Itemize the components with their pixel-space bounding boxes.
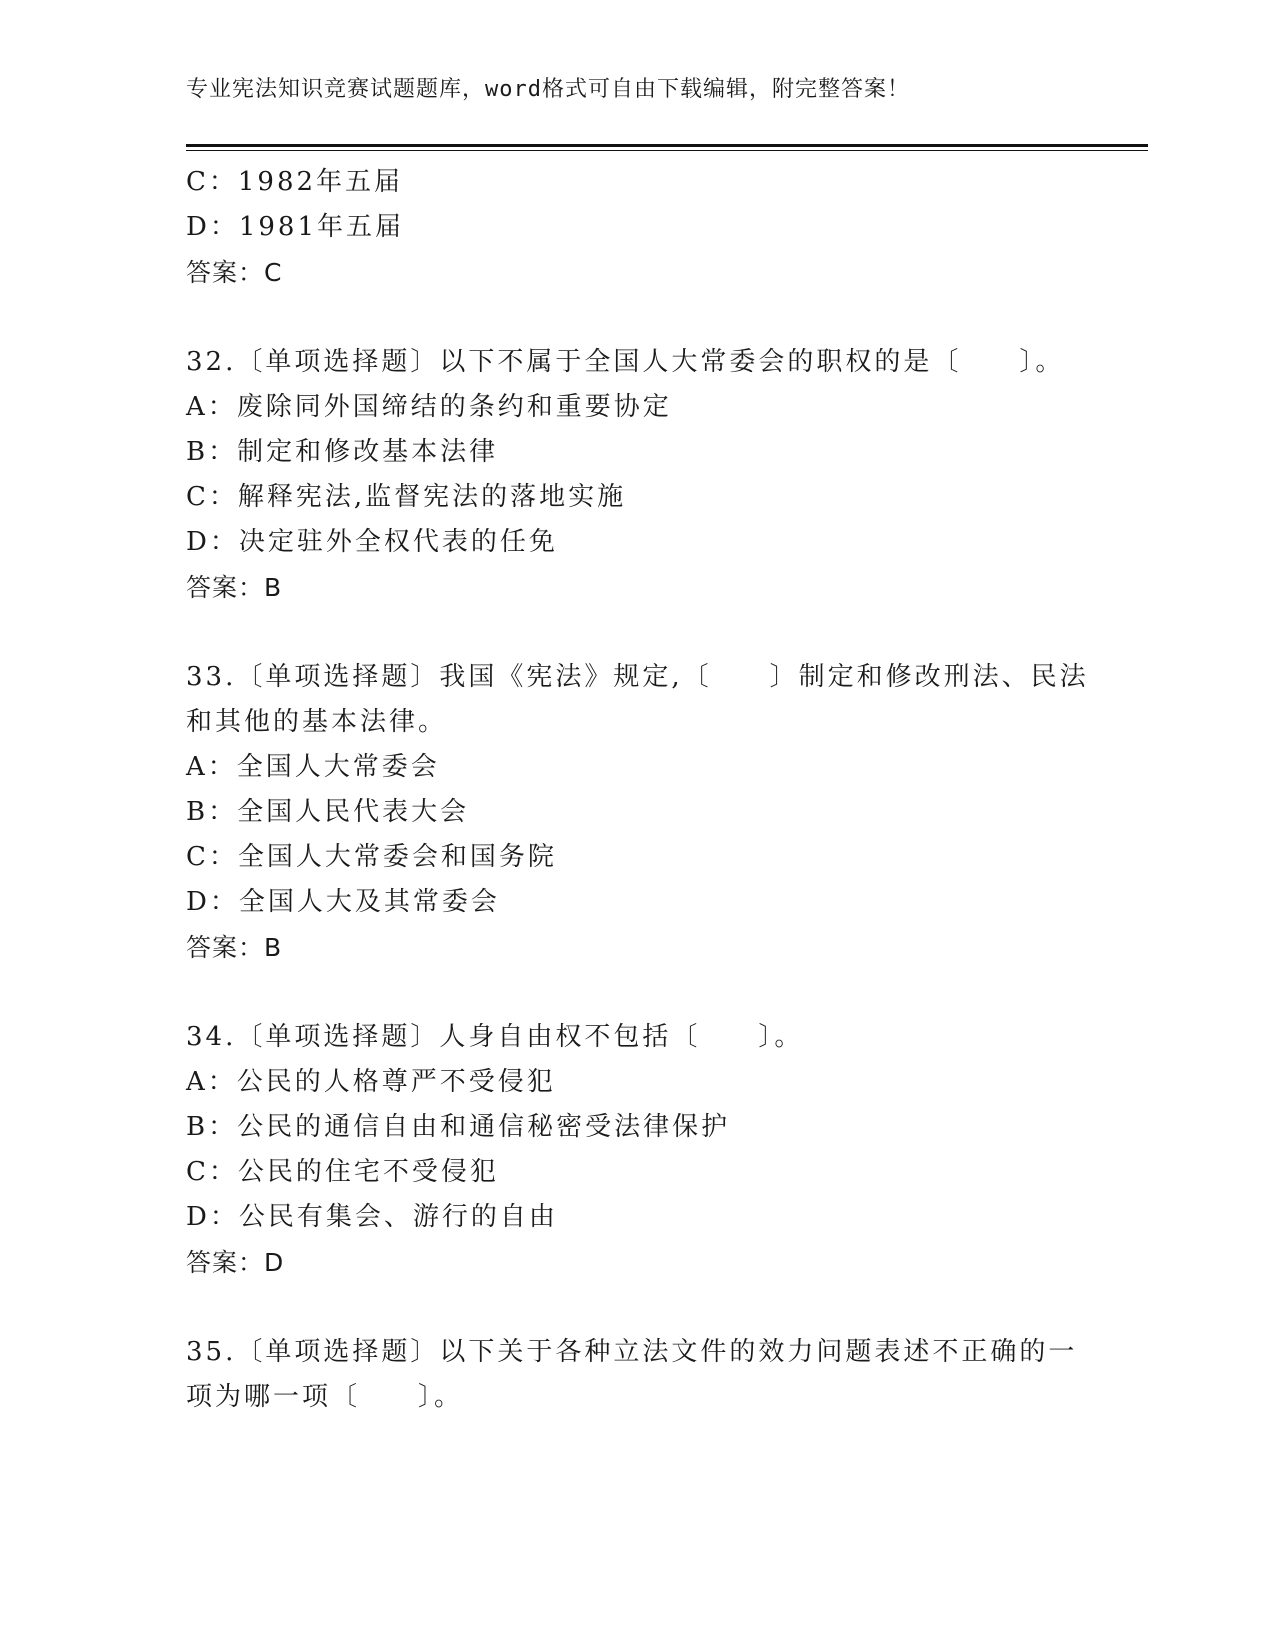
option-a: A：全国人大常委会 — [186, 752, 440, 782]
option-d: D：决定驻外全权代表的任免 — [186, 527, 558, 557]
question-33-text-line2: 和其他的基本法律。 — [186, 707, 448, 737]
question-33-text-line1: 33.〔单项选择题〕我国《宪法》规定,〔 〕制定和修改刑法、民法 — [186, 662, 1089, 692]
question-35-text-line1: 35.〔单项选择题〕以下关于各种立法文件的效力问题表述不正确的一 — [186, 1337, 1078, 1367]
page-header: 专业宪法知识竞赛试题题库，word格式可自由下载编辑，附完整答案！ — [186, 77, 910, 102]
answer-text: 答案：D — [186, 1248, 285, 1277]
answer-text: 答案：B — [186, 573, 283, 602]
option-b: B：公民的通信自由和通信秘密受法律保护 — [186, 1112, 731, 1142]
option-a: A：废除同外国缔结的条约和重要协定 — [186, 392, 672, 422]
question-35-text-line2: 项为哪一项〔 〕。 — [186, 1382, 464, 1412]
option-c: C：1982年五届 — [186, 167, 404, 197]
spacer — [186, 970, 1086, 1015]
option-d: D：公民有集会、游行的自由 — [186, 1202, 558, 1232]
option-b: B：全国人民代表大会 — [186, 797, 470, 827]
spacer — [186, 295, 1086, 340]
option-d: D：全国人大及其常委会 — [186, 887, 500, 917]
header-rule-thin — [186, 150, 1148, 151]
spacer — [186, 1285, 1086, 1330]
option-b: B：制定和修改基本法律 — [186, 437, 499, 467]
option-c: C：公民的住宅不受侵犯 — [186, 1157, 499, 1187]
header-rule-thick — [186, 144, 1148, 147]
question-32-text: 32.〔单项选择题〕以下不属于全国人大常委会的职权的是〔 〕。 — [186, 347, 1065, 377]
spacer — [186, 610, 1086, 655]
option-c: C：全国人大常委会和国务院 — [186, 842, 557, 872]
option-a: A：公民的人格尊严不受侵犯 — [186, 1067, 556, 1097]
option-c: C：解释宪法,监督宪法的落地实施 — [186, 482, 627, 512]
answer-text: 答案：B — [186, 933, 283, 962]
question-content — [186, 160, 1089, 1420]
answer-text: 答案：C — [186, 258, 283, 287]
option-d: D：1981年五届 — [186, 212, 405, 242]
question-34-text: 34.〔单项选择题〕人身自由权不包括〔 〕。 — [186, 1022, 804, 1052]
